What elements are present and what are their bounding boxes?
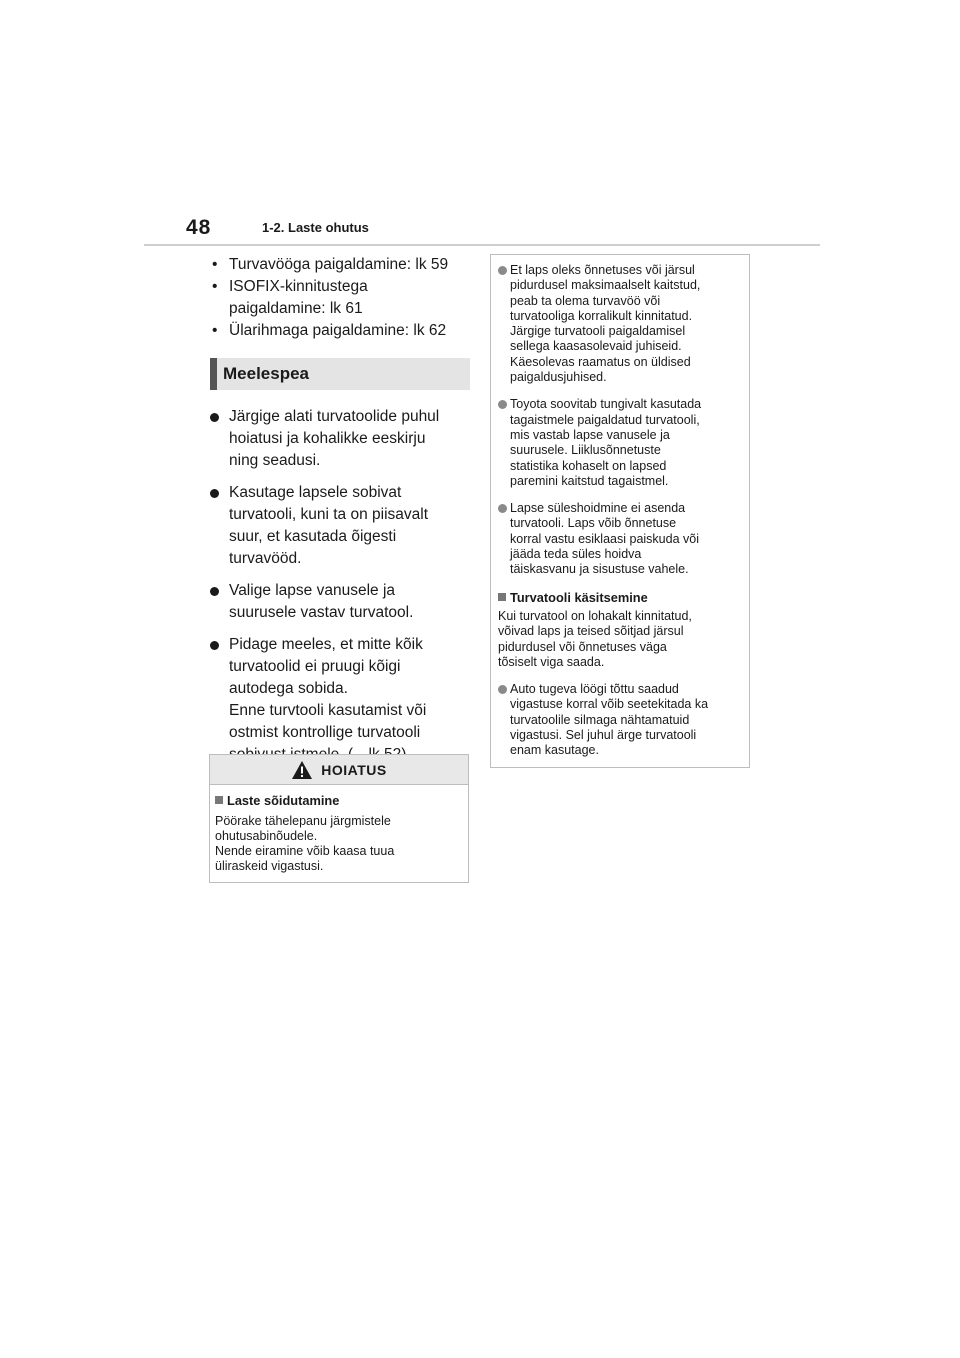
- line: pidurdusel või õnnetuses väga: [498, 639, 667, 654]
- meelespea-heading-bar: [210, 358, 470, 390]
- line: suurusele vastav turvatool.: [229, 604, 414, 621]
- left-column: [210, 254, 470, 776]
- line: Pidage meeles, et mitte kõik: [229, 636, 423, 653]
- bullet-dot-icon: [210, 641, 219, 650]
- list-item: [210, 320, 470, 342]
- bullet-dot-icon: [210, 489, 219, 498]
- line: Järgige alati turvatoolide puhul: [229, 408, 440, 425]
- bullet-dot-icon: [210, 587, 219, 596]
- line: korral vastu esiklaasi paiskuda või: [510, 531, 699, 546]
- line: turvatoolid ei pruugi kõigi: [229, 658, 401, 675]
- line: vigastusi. Sel juhul ärge turvatooli: [510, 728, 697, 743]
- reminder-list: [210, 406, 470, 766]
- line: Enne turvtooli kasutamist või: [229, 702, 427, 719]
- section-subheading: [498, 590, 743, 605]
- warning-header: [210, 755, 468, 785]
- list-item: [498, 397, 743, 489]
- list-item: [210, 482, 470, 570]
- line: autodega sobida.: [229, 680, 348, 697]
- line: pidurdusel maksimaalselt kaitstud,: [510, 278, 701, 293]
- line: tagaistmele paigaldatud turvatooli,: [510, 412, 700, 427]
- warning-text: [215, 814, 463, 874]
- line: suurusele. Liiklusõnnetuste: [510, 443, 661, 458]
- bullet-marker: •: [212, 256, 218, 273]
- line: sellega kaasasolevaid juhiseid.: [510, 339, 682, 354]
- list-item-text: Turvavööga paigaldamine: lk 59: [229, 256, 449, 273]
- line: ostmist kontrollige turvatooli: [229, 724, 421, 741]
- line: tõsiselt viga saada.: [498, 654, 605, 669]
- list-item: [210, 406, 470, 472]
- bullet-dot-icon: [498, 400, 507, 409]
- line: täiskasvanu ja sisustuse vahele.: [510, 562, 689, 577]
- list-item: [210, 580, 470, 624]
- line: vigastuse korral võib seetekitada ka: [510, 697, 709, 712]
- line: turvavööd.: [229, 550, 302, 567]
- line: Auto tugeva löögi tõttu saadud: [510, 682, 679, 697]
- bullet-dot-icon: [498, 504, 507, 513]
- bullet-dot-icon: [498, 266, 507, 275]
- bullet-dot-icon: [498, 685, 507, 694]
- line: turvatooli, kuni ta on piisavalt: [229, 506, 429, 523]
- section-subheading-text: Turvatooli käsitsemine: [510, 589, 648, 605]
- warning-subheading-text: Laste sõidutamine: [227, 793, 340, 808]
- line: paigaldusjuhised.: [510, 370, 607, 385]
- warning-body: [210, 785, 468, 882]
- line: Järgige turvatooli paigaldamisel: [510, 324, 686, 339]
- bullet-marker: •: [212, 322, 218, 339]
- line: Toyota soovitab tungivalt kasutada: [510, 397, 702, 412]
- line: turvatooli. Laps võib õnnetuse: [510, 516, 677, 531]
- line: Kui turvatool on lohakalt kinnitatud,: [498, 608, 692, 623]
- line: Kasutage lapsele sobivat: [229, 484, 402, 501]
- line: Käesolevas raamatus on üldised: [510, 354, 691, 369]
- line: Valige lapse vanusele ja: [229, 582, 396, 599]
- page-number: 48: [186, 216, 212, 239]
- line: statistika kohaselt on lapsed: [510, 458, 667, 473]
- list-item-text: Ülarihmaga paigaldamine: lk 62: [229, 322, 447, 339]
- line: paremini kaitstud tagaistmel.: [510, 473, 669, 488]
- line: hoiatusi ja kohalikke eeskirju: [229, 430, 426, 447]
- list-item: [498, 682, 743, 758]
- line: turvatoolile silmaga nähtamatuid: [510, 712, 690, 727]
- bullet-marker: •: [212, 278, 218, 295]
- line: võivad laps ja teised sõitjad järsul: [498, 624, 684, 639]
- list-item: [210, 254, 470, 276]
- section-title: 1-2. Laste ohutus: [262, 220, 369, 235]
- line: turvatooliga korralikult kinnitatud.: [510, 308, 693, 323]
- line: üliraskeid vigastusi.: [215, 859, 324, 873]
- list-item: [498, 501, 743, 577]
- list-item-text: ISOFIX-kinnitustega: [229, 278, 368, 295]
- list-item: [210, 634, 470, 766]
- warning-box: [209, 754, 469, 883]
- list-item: [498, 263, 743, 385]
- paragraph: [498, 609, 743, 670]
- line: Pöörake tähelepanu järgmistele: [215, 814, 391, 828]
- line: Et laps oleks õnnetuses või järsul: [510, 263, 695, 277]
- line: Lapse süleshoidmine ei asenda: [510, 501, 686, 516]
- line: mis vastab lapse vanusele ja: [510, 427, 670, 442]
- line: ning seadusi.: [229, 452, 321, 469]
- line: enam kasutage.: [510, 743, 599, 758]
- meelespea-heading: Meelespea: [223, 364, 309, 383]
- list-item-text: paigaldamine: lk 61: [229, 300, 363, 317]
- page-header: [144, 212, 820, 246]
- warning-title: HOIATUS: [321, 761, 387, 778]
- warning-continuation-box: [490, 254, 750, 768]
- line: suur, et kasutada õigesti: [229, 528, 397, 545]
- line: peab ta olema turvavöö või: [510, 293, 661, 308]
- warning-subheading: [215, 793, 463, 808]
- line: Nende eiramine võib kaasa tuua: [215, 844, 395, 858]
- square-bullet-icon: [215, 796, 223, 804]
- line: jääda teda süles hoidva: [510, 547, 642, 562]
- installation-list: [210, 254, 470, 342]
- bullet-dot-icon: [210, 413, 219, 422]
- warning-triangle-icon: [291, 760, 313, 780]
- list-item: [210, 276, 470, 320]
- square-bullet-icon: [498, 593, 506, 601]
- line: ohutusabinõudele.: [215, 829, 318, 843]
